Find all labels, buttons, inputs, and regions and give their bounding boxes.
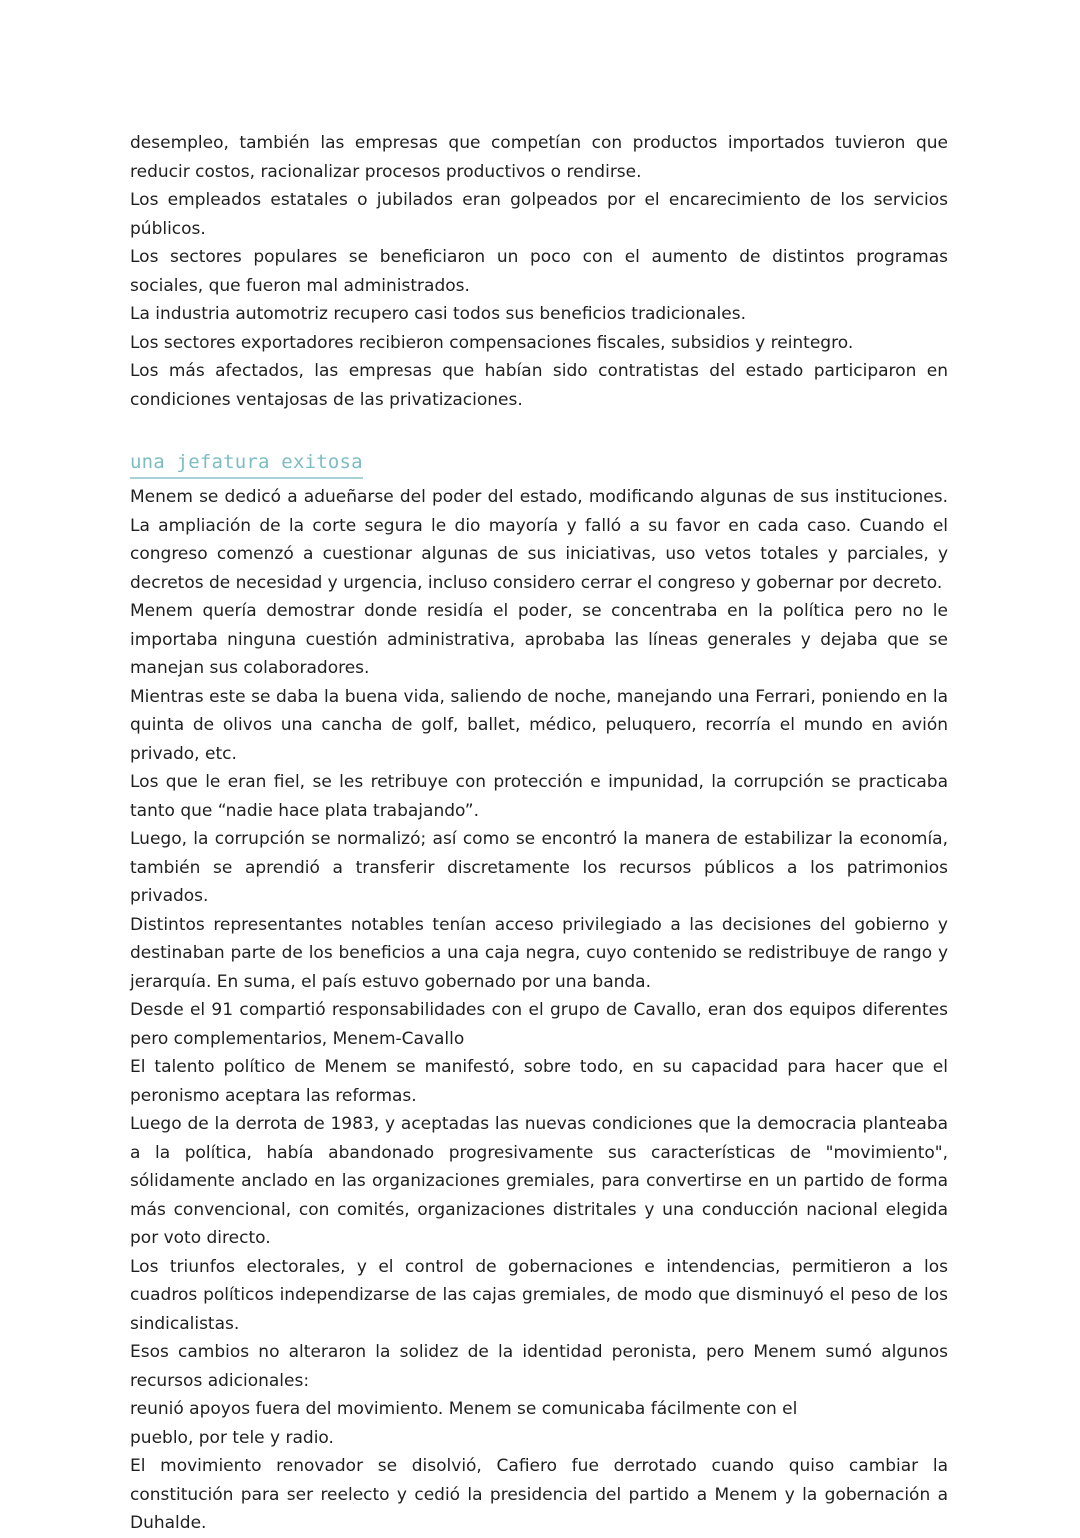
paragraph: La industria automotriz recupero casi todos sus beneficios tradicionales.	[130, 304, 746, 324]
section-spacer	[130, 414, 948, 448]
paragraph: Menem quería demostrar donde residía el poder, se concentraba en la política pero no le importaba ninguna cuestión administrativa, aprobaba las líneas generales y dejaba que se manejan sus colaboradores.	[130, 601, 948, 678]
paragraph: Los sectores exportadores recibieron compensaciones fiscales, subsidios y reintegro.	[130, 332, 854, 353]
paragraph: Esos cambios no alteraron la solidez de la identidad peronista, pero Menem sumó algunos recursos adicionales:	[130, 1342, 948, 1391]
section-economic-effects	[130, 129, 948, 414]
paragraph: Los sectores populares se beneficiaron un poco con el aumento de distintos programas sociales, que fueron mal administrados.	[130, 247, 948, 296]
paragraph: pueblo, por tele y radio.	[130, 1427, 334, 1448]
section-jefatura	[130, 448, 948, 1538]
document-page	[130, 129, 948, 1538]
paragraph: Los triunfos electorales, y el control de gobernaciones e intendencias, permitieron a los cuadros políticos independizarse de las cajas gremiales, de modo que disminuyó el peso de los sindicalistas.	[130, 1256, 948, 1334]
paragraph: El movimiento renovador se disolvió, Cafiero fue derrotado cuando quiso cambiar la constitución para ser reelecto y cedió la presidencia del partido a Menem y la gobernación a Duhalde.	[130, 1456, 948, 1533]
section-heading: una jefatura exitosa	[130, 448, 363, 479]
paragraph: El talento político de Menem se manifestó, sobre todo, en su capacidad para hacer que el peronismo aceptara las reformas.	[130, 1057, 948, 1106]
paragraph: Los más afectados, las empresas que habían sido contratistas del estado participaron en condiciones ventajosas de las privatizaciones.	[130, 361, 948, 410]
paragraph: Distintos representantes notables tenían acceso privilegiado a las decisiones del gobierno y destinaban parte de los beneficios a una caja negra, cuyo contenido se redistribuye de rango y jerarquía. En suma, el país estuvo gobernado por una banda.	[130, 914, 948, 992]
paragraph: desempleo, también las empresas que competían con productos importados tuvieron que reducir costos, racionalizar procesos productivos o rendirse.	[130, 133, 948, 182]
paragraph: Luego de la derrota de 1983, y aceptadas las nuevas condiciones que la democracia planteaba a la política, había abandonado progresivamente sus características de "movimiento", sólidamente anclado en las organizaciones gremiales, para convertirse en un partido de forma más convencional, con comités, organizaciones distritales y una conducción nacional elegida por voto directo.	[130, 1114, 948, 1248]
paragraph: reunió apoyos fuera del movimiento. Menem se comunicaba fácilmente con el	[130, 1399, 798, 1419]
paragraph: Menem se dedicó a adueñarse del poder del estado, modificando algunas de sus instituciones. La ampliación de la corte segura le dio mayoría y falló a su favor en cada caso. Cuando el congreso comenzó a cuestionar algunas de sus iniciativas, uso vetos totales y parciales, y decretos de necesidad y urgencia, incluso considero cerrar el congreso y gobernar por decreto.	[130, 487, 948, 593]
paragraph: Mientras este se daba la buena vida, saliendo de noche, manejando una Ferrari, poniendo en la quinta de olivos una cancha de golf, ballet, médico, peluquero, recorría el mundo en avión privado, etc.	[130, 686, 948, 764]
paragraph: Luego, la corrupción se normalizó; así como se encontró la manera de estabilizar la economía, también se aprendió a transferir discretamente los recursos públicos a los patrimonios privados.	[130, 829, 948, 906]
paragraph: Los que le eran fiel, se les retribuye con protección e impunidad, la corrupción se practicaba tanto que “nadie hace plata trabajando”.	[130, 772, 948, 821]
paragraph: Los empleados estatales o jubilados eran golpeados por el encarecimiento de los servicios públicos.	[130, 190, 948, 239]
paragraph: Desde el 91 compartió responsabilidades con el grupo de Cavallo, eran dos equipos diferentes pero complementarios, Menem-Cavallo	[130, 1000, 948, 1049]
